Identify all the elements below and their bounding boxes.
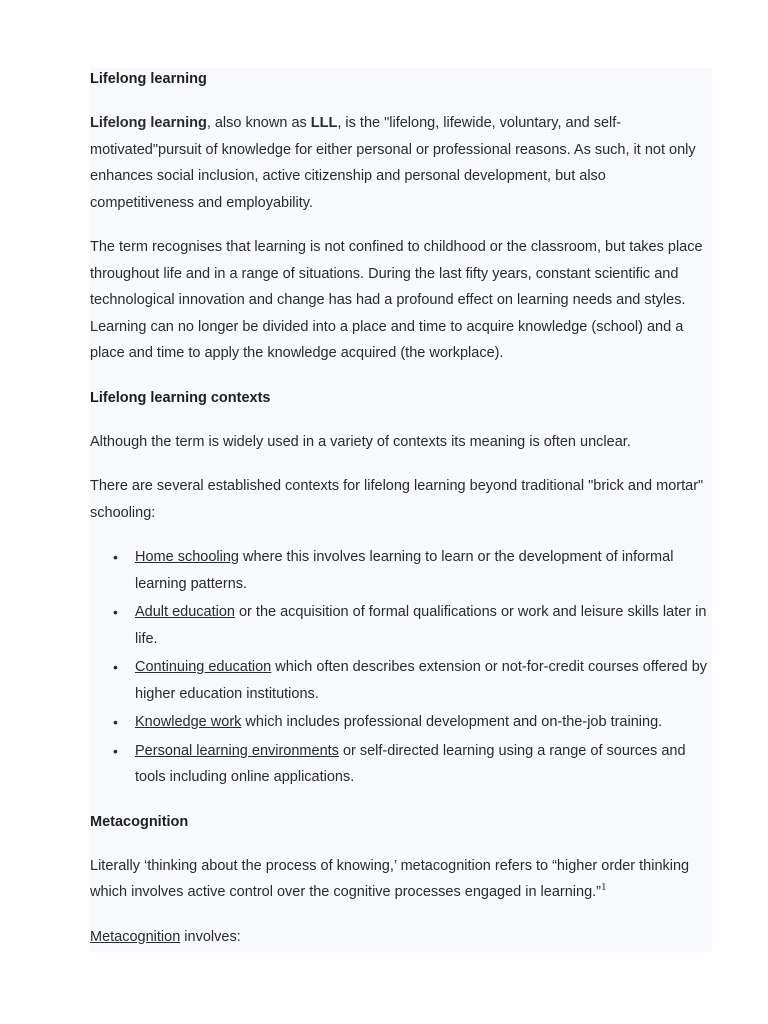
- list-item: [113, 654, 712, 707]
- link-home-schooling[interactable]: Home schooling: [135, 549, 239, 565]
- section-heading-lifelong-learning: Lifelong learning: [90, 71, 207, 87]
- list-item: [113, 709, 712, 736]
- bullet-icon: •: [113, 742, 118, 759]
- link-adult-education[interactable]: Adult education: [135, 604, 235, 620]
- term-lifelong-learning: Lifelong learning: [90, 115, 207, 131]
- list-item-text: which often describes extension or not-for-credit courses offered by higher education institutions.: [135, 659, 708, 702]
- link-metacognition[interactable]: Metacognition: [90, 928, 181, 945]
- footnote-mark[interactable]: 1: [601, 881, 607, 893]
- intro-paragraph: [90, 110, 712, 216]
- metacognition-involves: [90, 924, 712, 951]
- list-item: [113, 599, 712, 652]
- bullet-icon: •: [113, 659, 118, 675]
- link-knowledge-work[interactable]: Knowledge work: [135, 714, 242, 730]
- intro-text-mid: , also known as: [206, 115, 311, 131]
- metacognition-text: Literally ‘thinking about the process of knowing,’ metacognition refers to “higher order thinking which involves active control over the cognitive processes engaged in learning.”: [90, 857, 690, 900]
- bullet-icon: •: [113, 604, 118, 620]
- term-paragraph: The term recognises that learning is not confined to childhood or the classroom, but takes place throughout life and in a range of situations. During the last fifty years, constant scientific and technological innovation and change has had a profound effect on learning needs and styles. Learning can no longer be divided into a place and time to acquire knowledge (school) and a place and time to apply the knowledge acquired (the workplace).: [90, 239, 703, 361]
- list-item: [113, 544, 712, 597]
- link-personal-learning-environments[interactable]: Personal learning environments: [135, 742, 339, 759]
- list-item-text: or self-directed learning using a range of sources and tools including online applications.: [135, 742, 686, 785]
- bullet-icon: •: [113, 549, 118, 565]
- intro-text-rest: , is the "lifelong, lifewide, voluntary, and self-motivated"pursuit of knowledge for either personal or professional reasons. As such, it not only enhances social inclusion, active citizenship and personal development, but also competitiveness and employability.: [90, 115, 696, 211]
- bullet-icon: •: [113, 714, 118, 730]
- list-item-text: which includes professional development and on-the-job training.: [241, 714, 663, 730]
- article-body: [90, 66, 712, 968]
- term-lll: LLL: [310, 115, 338, 131]
- contexts-paragraph-1: Although the term is widely used in a variety of contexts its meaning is often unclear.: [90, 433, 631, 450]
- section-heading-contexts: Lifelong learning contexts: [90, 389, 271, 406]
- involves-text: involves:: [180, 928, 241, 945]
- list-item: [113, 738, 712, 791]
- list-item-text: where this involves learning to learn or the development of informal learning patterns.: [135, 549, 674, 592]
- metacognition-paragraph: [90, 853, 712, 906]
- section-heading-metacognition: Metacognition: [90, 813, 189, 830]
- contexts-list: [90, 544, 712, 791]
- contexts-paragraph-2: There are several established contexts for lifelong learning beyond traditional "brick and mortar" schooling:: [90, 478, 704, 521]
- list-item-text: or the acquisition of formal qualifications or work and leisure skills later in life.: [135, 604, 707, 647]
- link-continuing-education[interactable]: Continuing education: [135, 659, 272, 675]
